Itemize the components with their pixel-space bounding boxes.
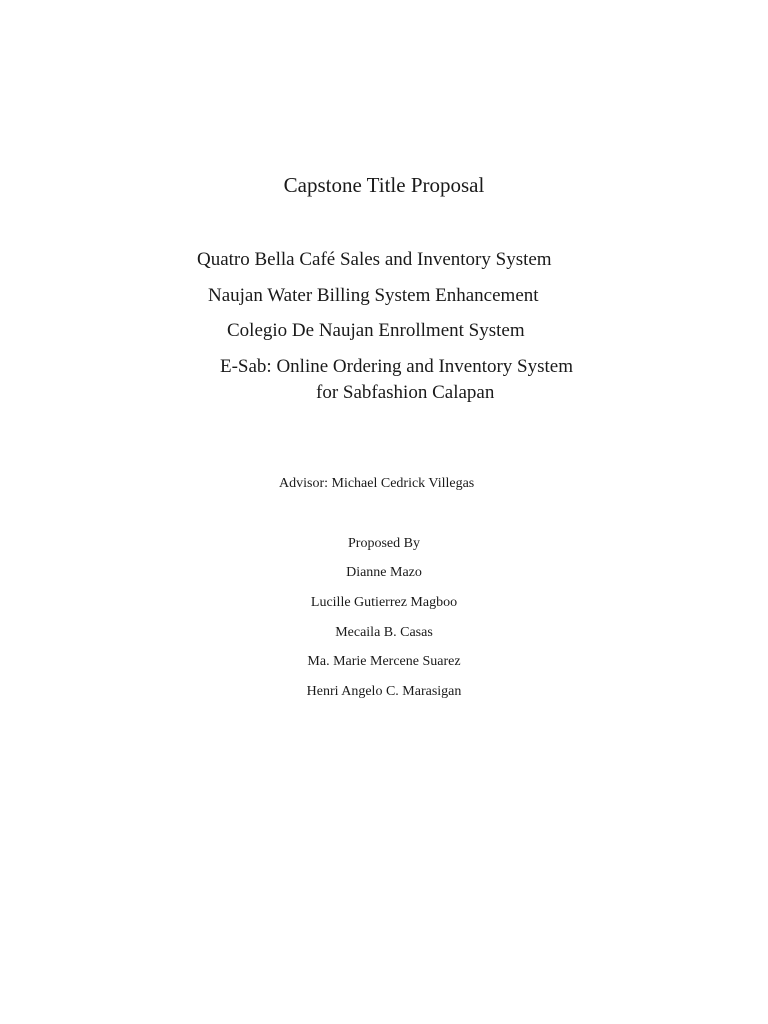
- member-name: Ma. Marie Mercene Suarez: [307, 654, 461, 669]
- advisor-line: Advisor: Michael Cedrick Villegas: [279, 476, 475, 491]
- proposal-title-1: Quatro Bella Café Sales and Inventory System: [197, 249, 552, 270]
- proposal-title-2: Naujan Water Billing System Enhancement: [208, 285, 539, 306]
- document-title: Capstone Title Proposal: [283, 173, 485, 197]
- proposal-title-3: Colegio De Naujan Enrollment System: [227, 320, 525, 341]
- member-name: Lucille Gutierrez Magboo: [310, 595, 458, 610]
- proposed-by-label: Proposed By: [348, 536, 420, 551]
- proposal-title-4-line-2: for Sabfashion Calapan: [316, 382, 495, 403]
- member-name: Mecaila B. Casas: [335, 625, 433, 640]
- member-name: Henri Angelo C. Marasigan: [306, 684, 462, 699]
- member-name: Dianne Mazo: [346, 565, 422, 580]
- proposal-title-4-line-1: E-Sab: Online Ordering and Inventory System: [220, 356, 574, 377]
